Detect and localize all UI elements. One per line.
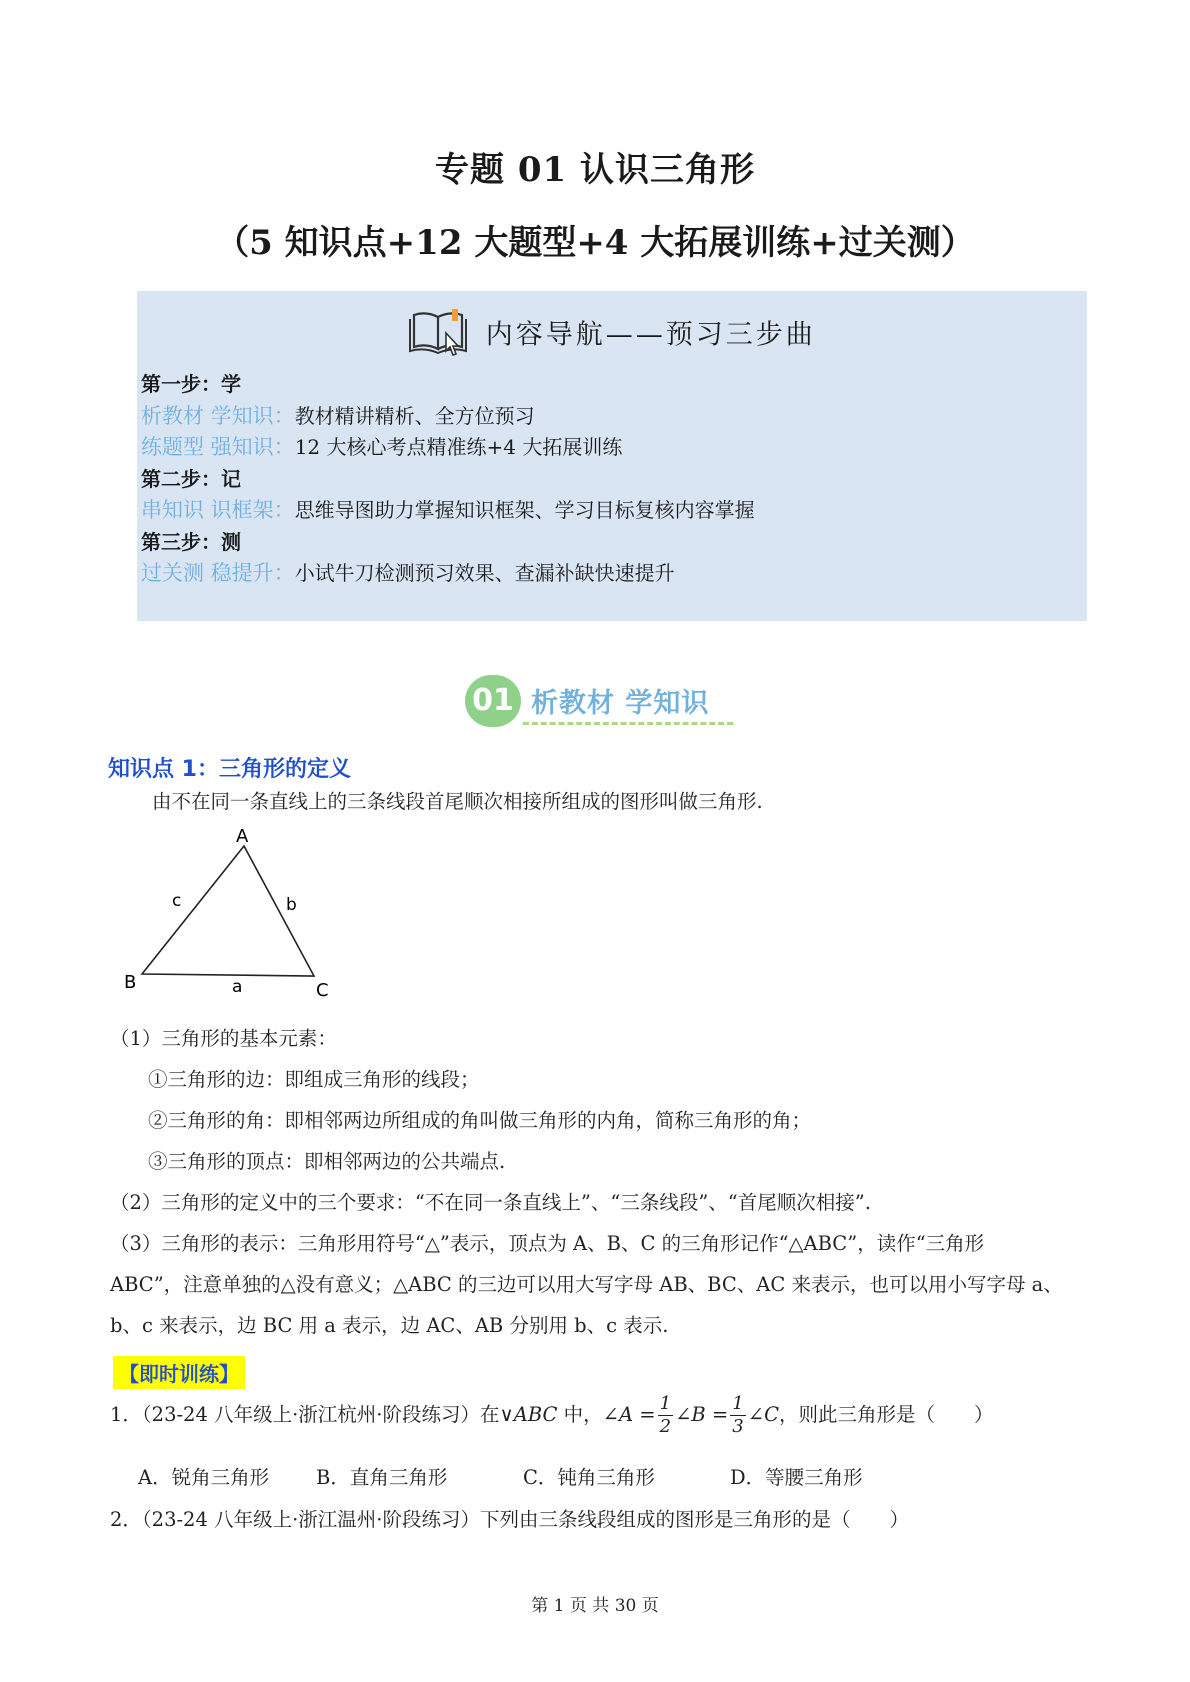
section-header-01 <box>465 673 733 733</box>
triangle-abc-figure <box>120 822 340 1002</box>
nav-item-3: 串知识 识框架：思维导图助力掌握知识框架、学习目标复核内容掌握 <box>141 498 755 522</box>
side-c-label: c <box>172 891 182 911</box>
q1-option-d: D．等腰三角形 <box>730 1466 863 1489</box>
vertex-b-label: B <box>124 972 137 993</box>
paragraph-1c: ③三角形的顶点：即相邻两边的公共端点. <box>148 1150 506 1173</box>
page-footer: 第 1 页 共 30 页 <box>531 1596 659 1616</box>
nav-item-2: 练题型 强知识：12 大核心考点精准练+4 大拓展训练 <box>141 435 623 459</box>
section-number-badge: 01 <box>465 675 521 727</box>
step-2: 第二步：记 <box>141 466 241 491</box>
nav-heading-text: 内容导航——预习三步曲 <box>485 319 816 351</box>
doc-subtitle: （5 知识点+12 大题型+4 大拓展训练+过关测） <box>215 223 975 263</box>
section-name: 析教材 学知识 <box>531 688 710 719</box>
q1-option-a: A．锐角三角形 <box>138 1466 270 1489</box>
doc-title: 专题 01 认识三角形 <box>435 150 755 190</box>
q1-option-c: C．钝角三角形 <box>523 1466 655 1489</box>
nav-item-1: 析教材 学知识：教材精讲精析、全方位预习 <box>141 403 535 428</box>
step-3: 第三步：测 <box>141 529 241 554</box>
vertex-c-label: C <box>316 980 329 1001</box>
nav-item-4: 过关测 稳提升：小试牛刀检测预习效果、查漏补缺快速提升 <box>141 561 675 585</box>
q1-option-b: B．直角三角形 <box>316 1466 448 1489</box>
paragraph-2: （2）三角形的定义中的三个要求：“不在同一条直线上”、“三条线段”、“首尾顺次相接”. <box>110 1191 871 1214</box>
book-click-icon <box>408 303 470 361</box>
fraction-one-third: $\frac{1}{3}$ <box>732 1393 744 1437</box>
instant-training-label: 【即时训练】 <box>113 1356 245 1389</box>
paragraph-1b: ②三角形的角：即相邻两边所组成的角叫做三角形的内角，简称三角形的角； <box>148 1109 812 1132</box>
triangle-definition: 由不在同一条直线上的三条线段首尾顺次相接所组成的图形叫做三角形. <box>152 790 763 813</box>
paragraph-3b: ABC”，注意单独的△没有意义；△ABC 的三边可以用大写字母 AB、BC、AC 来表示，也可以用小写字母 a、 <box>110 1273 1063 1296</box>
content-navigation-box <box>137 291 1087 621</box>
nav-heading <box>137 303 1087 361</box>
section-underline <box>523 722 733 725</box>
paragraph-3c: b、c 来表示，边 BC 用 a 表示，边 AC、AB 分别用 b、c 表示. <box>110 1314 669 1337</box>
vertex-a-label: A <box>236 826 249 847</box>
nav-steps <box>141 369 755 590</box>
paragraph-1: （1）三角形的基本元素： <box>110 1027 337 1050</box>
step-1: 第一步：学 <box>141 372 241 396</box>
paragraph-3a: （3）三角形的表示：三角形用符号“△”表示，顶点为 A、B、C 的三角形记作“△ABC”，读作“三角形 <box>110 1232 985 1255</box>
knowledge-point-1-title: 知识点 1：三角形的定义 <box>108 757 351 782</box>
side-a-label: a <box>232 977 243 997</box>
fraction-one-half: $\frac{1}{2}$ <box>659 1393 672 1437</box>
question-2: 2．（23-24 八年级上·浙江温州·阶段练习）下列由三条线段组成的图形是三角形的是（ ） <box>110 1508 909 1531</box>
paragraph-1a: ①三角形的边：即组成三角形的线段； <box>148 1068 480 1091</box>
side-b-label: b <box>286 895 297 915</box>
question-1: 1．（23-24 八年级上·浙江杭州·阶段练习）在∨ABC 中，∠A = $\frac{1}{2}$ ∠B = $\frac{1}{3}$ ∠C，则此三角形是（ ） <box>110 1393 994 1437</box>
